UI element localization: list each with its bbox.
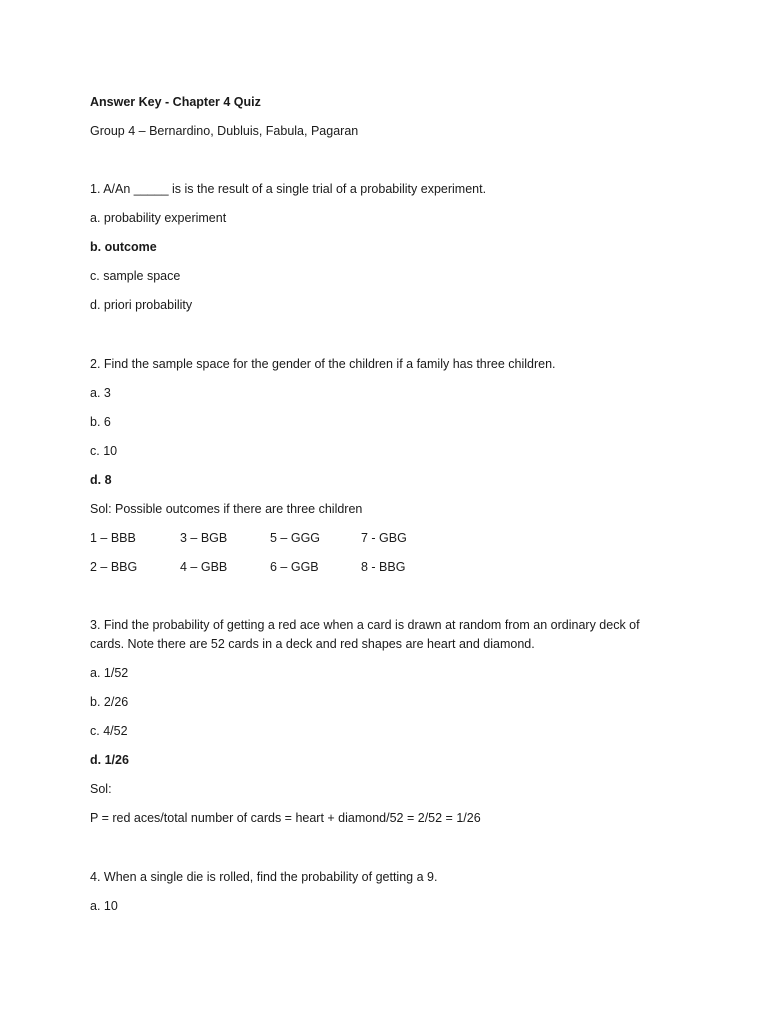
question-2-option-b: b. 6 (90, 415, 111, 429)
question-3-option-c: c. 4/52 (90, 724, 128, 738)
question-2-option-c: c. 10 (90, 444, 118, 458)
question-2-option-d-answer: d. 8 (90, 473, 112, 487)
outcome-cell: 2 – BBG (90, 560, 138, 574)
question-4-text: 4. When a single die is rolled, find the probability of getting a 9. (90, 870, 438, 884)
question-1-option-b-answer: b. outcome (90, 240, 157, 254)
group-members: Group 4 – Bernardino, Dubluis, Fabula, Pagaran (90, 124, 359, 138)
question-3-option-a: a. 1/52 (90, 666, 129, 680)
outcome-cell: 8 - BBG (361, 560, 406, 574)
question-3-text: 3. Find the probability of getting a red ace when a card is drawn at random from an ordinary deck of cards. Note there are 52 cards in a deck and red shapes are heart and diamond. (90, 618, 640, 651)
question-3-solution: P = red aces/total number of cards = heart + diamond/52 = 2/52 = 1/26 (90, 811, 481, 825)
question-3-option-b: b. 2/26 (90, 695, 129, 709)
question-1-text: 1. A/An _____ is is the result of a single trial of a probability experiment. (90, 182, 487, 196)
question-1-option-c: c. sample space (90, 269, 181, 283)
question-3-solution-label: Sol: (90, 782, 112, 796)
question-2-text: 2. Find the sample space for the gender of the children if a family has three children. (90, 357, 556, 371)
outcome-cell: 5 – GGG (270, 531, 321, 545)
question-4-option-a: a. 10 (90, 899, 118, 913)
question-2-option-a: a. 3 (90, 386, 111, 400)
outcome-cell: 7 - GBG (361, 531, 407, 545)
document-title: Answer Key - Chapter 4 Quiz (90, 95, 261, 109)
outcome-cell: 1 – BBB (90, 531, 136, 545)
question-2-solution: Sol: Possible outcomes if there are three children (90, 502, 363, 516)
question-1-option-d: d. priori probability (90, 298, 193, 312)
outcome-cell: 4 – GBB (180, 560, 228, 574)
question-1-option-a: a. probability experiment (90, 211, 227, 225)
question-3-option-d-answer: d. 1/26 (90, 753, 129, 767)
outcome-cell: 3 – BGB (180, 531, 228, 545)
outcome-cell: 6 – GGB (270, 560, 319, 574)
